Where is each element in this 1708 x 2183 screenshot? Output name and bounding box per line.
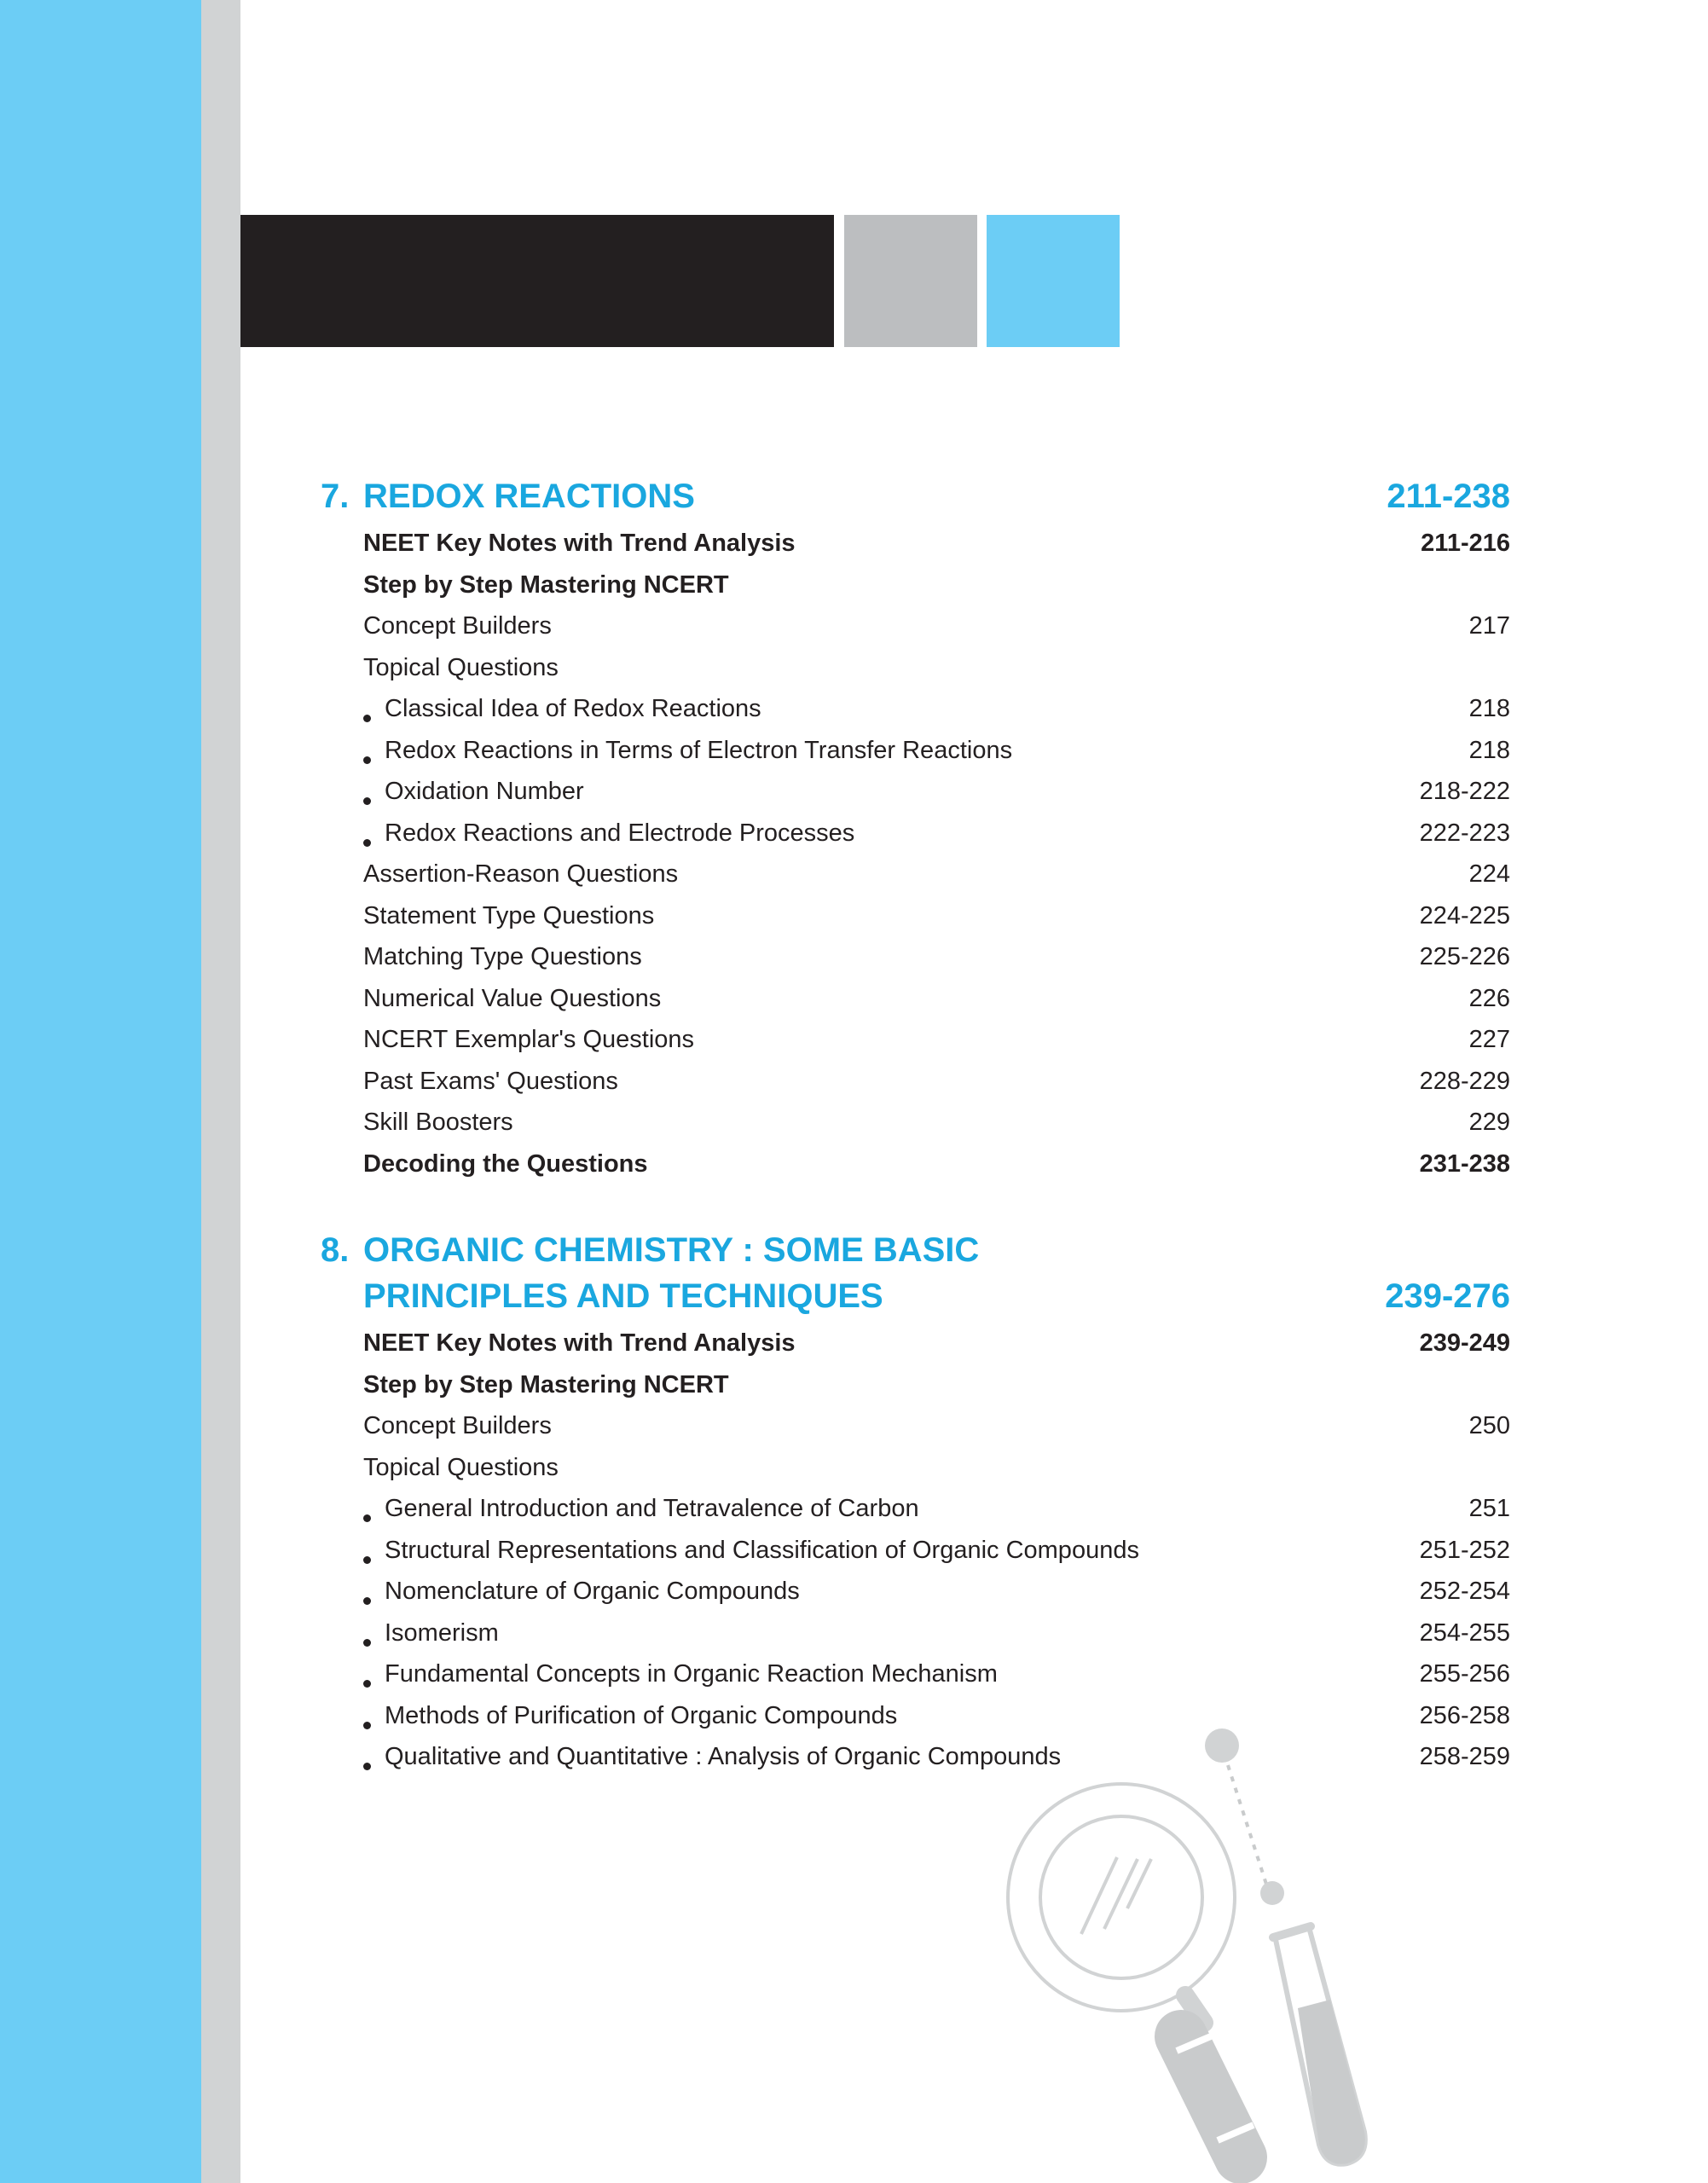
bullet-icon — [363, 797, 371, 805]
bullet-icon — [363, 1597, 371, 1605]
entry-title — [363, 1537, 1139, 1564]
entry-label: NEET Key Notes with Trend Analysis — [363, 530, 796, 557]
entry-label: Isomerism — [385, 1618, 499, 1647]
entry-title — [363, 778, 584, 805]
entry-title — [363, 1660, 998, 1688]
header-blue-block — [987, 215, 1120, 347]
toc-subtopic-row[interactable] — [321, 1530, 1510, 1572]
left-blue-band — [0, 0, 201, 2183]
toc-entry-row[interactable] — [321, 978, 1510, 1020]
bullet-icon — [363, 756, 371, 764]
entry-label: Concept Builders — [363, 1412, 552, 1439]
entry-label: Step by Step Mastering NCERT — [363, 570, 729, 599]
chapter-page-range: 239-276 — [1385, 1277, 1510, 1315]
entry-title — [363, 860, 678, 888]
bullet-icon — [363, 1680, 371, 1688]
entry-page-range: 229 — [1468, 1109, 1510, 1136]
entry-page-range: 224-225 — [1419, 901, 1510, 929]
entry-title — [363, 1454, 559, 1481]
entry-label: Assertion-Reason Questions — [363, 860, 679, 888]
toc-entry-row[interactable] — [321, 1061, 1510, 1103]
toc-entry-row[interactable] — [321, 1144, 1510, 1185]
entry-title — [363, 985, 661, 1012]
toc-entry-row[interactable] — [321, 523, 1510, 565]
entry-label: Step by Step Mastering NCERT — [363, 1370, 729, 1398]
toc-subtopic-row[interactable] — [321, 1613, 1510, 1654]
entry-label: Topical Questions — [363, 1453, 559, 1481]
entry-page-range: 231-238 — [1419, 1149, 1510, 1178]
entry-title — [363, 1743, 1061, 1770]
entry-label: Numerical Value Questions — [363, 984, 662, 1012]
entry-title — [363, 1702, 897, 1729]
bullet-icon — [363, 1763, 371, 1770]
entry-title — [363, 530, 796, 557]
chapter-number: 7. — [321, 478, 350, 515]
entry-label: Redox Reactions and Electrode Processes — [385, 819, 855, 847]
entry-page-range: 218-222 — [1419, 778, 1510, 805]
chapter-number: 8. — [321, 1231, 350, 1269]
entry-title — [363, 1109, 513, 1136]
entry-label: Concept Builders — [363, 612, 552, 640]
entry-page-range: 239-249 — [1419, 1329, 1510, 1357]
toc-entry-row[interactable] — [321, 565, 1510, 606]
toc-entry-row[interactable] — [321, 1447, 1510, 1489]
entry-page-range: 228-229 — [1419, 1067, 1510, 1095]
entry-page-range: 218 — [1468, 695, 1510, 722]
toc-entry-row[interactable] — [321, 854, 1510, 895]
entry-page-range: 217 — [1468, 612, 1510, 640]
toc-entry-row[interactable] — [321, 1102, 1510, 1144]
entry-label: NCERT Exemplar's Questions — [363, 1026, 695, 1053]
entry-page-range: 256-258 — [1419, 1701, 1510, 1729]
entry-label: Nomenclature of Organic Compounds — [385, 1578, 800, 1605]
toc-entry-row[interactable] — [321, 647, 1510, 689]
entry-title — [363, 1495, 919, 1522]
entry-page-range: 250 — [1468, 1412, 1510, 1439]
entry-title — [363, 571, 729, 599]
entry-label: Topical Questions — [363, 653, 559, 681]
entry-label: Redox Reactions in Terms of Electron Transfer Reactions — [385, 736, 1013, 764]
chapter-heading[interactable] — [321, 1227, 1510, 1319]
entry-label: Decoding the Questions — [363, 1149, 648, 1178]
entry-label: Methods of Purification of Organic Compounds — [385, 1701, 898, 1729]
entry-page-range: 225-226 — [1419, 943, 1510, 970]
entry-title — [363, 1578, 800, 1605]
entry-label: Matching Type Questions — [363, 943, 642, 970]
entry-label: Past Exams' Questions — [363, 1067, 618, 1095]
entry-page-range: 227 — [1468, 1026, 1510, 1053]
entry-page-range: 251 — [1468, 1495, 1510, 1522]
toc-entry-row[interactable] — [321, 936, 1510, 978]
entry-label: Qualitative and Quantitative : Analysis of Organic Compounds — [385, 1743, 1062, 1770]
entry-title — [363, 654, 559, 681]
toc-subtopic-row[interactable] — [321, 771, 1510, 813]
entry-title — [363, 695, 761, 722]
entry-title — [363, 1619, 499, 1647]
entry-label: Classical Idea of Redox Reactions — [385, 695, 761, 722]
toc-subtopic-row[interactable] — [321, 813, 1510, 854]
entry-title — [363, 612, 552, 640]
entry-title — [363, 1068, 618, 1095]
entry-page-range: 226 — [1468, 984, 1510, 1012]
entry-page-range: 211-216 — [1421, 530, 1510, 557]
magnifying-glass-icon — [1008, 1784, 1253, 2157]
molecule-icon — [1205, 1728, 1284, 1905]
entry-page-range: 251-252 — [1419, 1536, 1510, 1564]
entry-title — [363, 1026, 694, 1053]
test-tube-icon — [1273, 1926, 1365, 2164]
bullet-icon — [363, 839, 371, 847]
toc-entry-row[interactable] — [321, 895, 1510, 937]
entry-label: Structural Representations and Classification of Organic Compounds — [385, 1536, 1139, 1564]
entry-label: Oxidation Number — [385, 778, 584, 805]
entry-title — [363, 819, 854, 847]
bullet-icon — [363, 1556, 371, 1564]
chapter-section — [321, 473, 1510, 1184]
header-black-block — [240, 215, 834, 347]
entry-title — [363, 943, 642, 970]
bullet-icon — [363, 1639, 371, 1647]
toc-entry-row[interactable] — [321, 1019, 1510, 1061]
toc-subtopic-row[interactable] — [321, 688, 1510, 730]
entry-page-range: 222-223 — [1419, 819, 1510, 847]
chapter-heading[interactable] — [321, 473, 1510, 519]
chapter-section — [321, 1227, 1510, 1778]
entry-title — [363, 902, 654, 929]
bullet-icon — [363, 1514, 371, 1522]
header-grey-block — [844, 215, 977, 347]
entry-title — [363, 1150, 648, 1178]
toc-subtopic-row[interactable] — [321, 1571, 1510, 1613]
entry-page-range: 258-259 — [1419, 1743, 1510, 1770]
entry-page-range: 252-254 — [1419, 1578, 1510, 1605]
entry-label: NEET Key Notes with Trend Analysis — [363, 1329, 796, 1357]
table-of-contents — [321, 473, 1510, 1821]
entry-label: Fundamental Concepts in Organic Reaction Mechanism — [385, 1660, 998, 1688]
toc-entry-row[interactable] — [321, 1323, 1510, 1364]
chapter-title: REDOX REACTIONS — [363, 478, 695, 515]
entry-page-range: 254-255 — [1419, 1618, 1510, 1647]
entry-title — [363, 737, 1012, 764]
bullet-icon — [363, 1722, 371, 1729]
entry-title — [363, 1412, 552, 1439]
toc-entry-row[interactable] — [321, 605, 1510, 647]
entry-page-range: 255-256 — [1419, 1660, 1510, 1688]
chapter-title: PRINCIPLES AND TECHNIQUES — [363, 1277, 883, 1315]
entry-label: Skill Boosters — [363, 1109, 513, 1136]
left-grey-band — [201, 0, 240, 2183]
toc-entry-row[interactable] — [321, 1364, 1510, 1406]
entry-label: General Introduction and Tetravalence of Carbon — [385, 1495, 919, 1522]
toc-entry-row[interactable] — [321, 1405, 1510, 1447]
bullet-icon — [363, 715, 371, 722]
entry-page-range: 224 — [1468, 860, 1510, 888]
chapter-title: ORGANIC CHEMISTRY : SOME BASIC — [363, 1231, 980, 1269]
entry-label: Statement Type Questions — [363, 901, 655, 929]
toc-subtopic-row[interactable] — [321, 1653, 1510, 1695]
entry-title — [363, 1371, 729, 1398]
entry-page-range: 218 — [1468, 736, 1510, 764]
chapter-page-range: 211-238 — [1387, 478, 1510, 515]
entry-title — [363, 1329, 796, 1357]
science-decoration — [981, 1714, 1390, 2183]
toc-subtopic-row[interactable] — [321, 730, 1510, 772]
toc-subtopic-row[interactable] — [321, 1488, 1510, 1530]
